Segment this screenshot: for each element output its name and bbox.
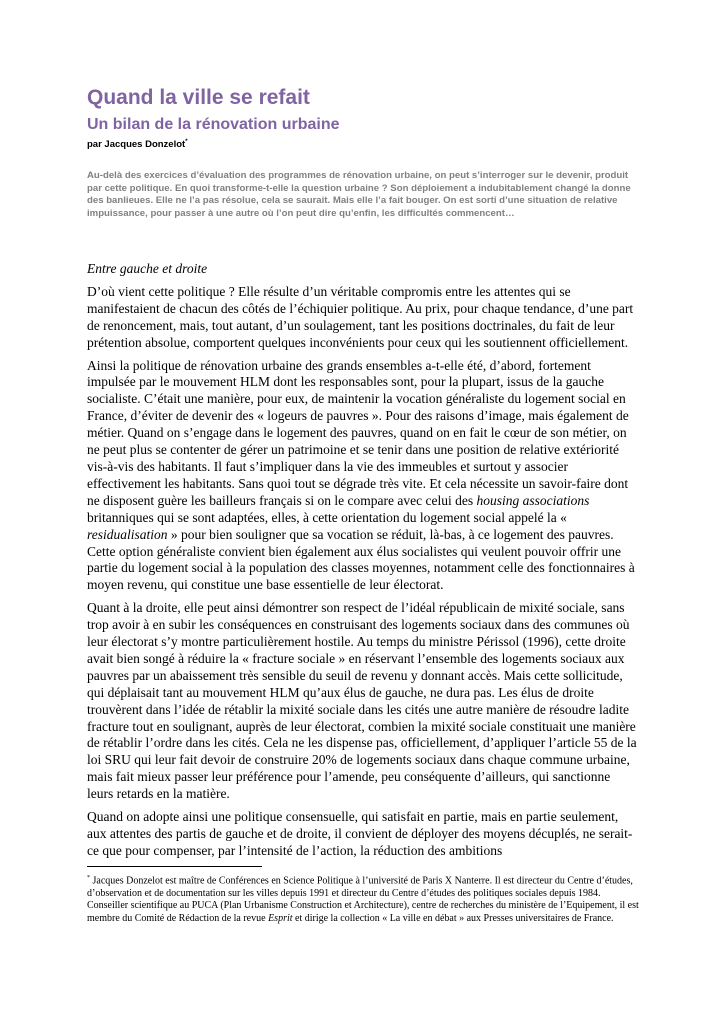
paragraph-2 <box>87 358 639 595</box>
residualisation-term: residualisation <box>87 526 168 542</box>
footnote-text-a: Jacques Donzelot est maître de Conférences en Science Politique à l’université de Paris X Nanterre. Il est directeur du Centre d’études, d’observation et de documentation sur les villes depuis 1991 et directeur du Centre d’études des politiques sociales depuis 1984. Conseiller scientifique au PUCA (Plan Urbanisme Construction et Architecture), centre de recherches du ministère de l’Equipement, il est membre du Comité de Rédaction de la revue <box>87 875 639 924</box>
author-line <box>87 139 188 150</box>
paragraph-3: Quant à la droite, elle peut ainsi démontrer son respect de l’idéal républicain de mixité sociale, sans trop avoir à en subir les conséquences en construisant des logements sociaux dans des communes où leur électorat s’y montre particulièrement hostile. Au temps du ministre Périssol (1996), cette droite avait bien songé à réduire la « fracture sociale » en réservant l’ensemble des logements sociaux aux pauvres par un abaissement très sensible du seuil de revenu y donnant accès. Mais cette sollicitude, qui déplaisait tant au mouvement HLM qu’aux élus de gauche, ne dura pas. Les élus de droite trouvèrent dans l’idée de rétablir la mixité sociale dans les cités une autre manière de résoudre ladite fracture tout en soulignant, auprès de leur électorat, combien la mixité sociale constituait une manière de rétablir l’ordre dans les cités. Cela ne les dispense pas, officiellement, d’appliquer l’article 55 de la loi SRU qui leur fait devoir de construire 20% de logements sociaux dans chaque commune urbaine, mais fait mieux passer leur préférence pour l’amende, peu conséquente d’ailleurs, qui sanctionne leurs retards en la matière. <box>87 600 637 802</box>
paragraph-2-text-b: britanniques qui se sont adaptées, elles, à cette orientation du logement social appelé la « <box>87 509 567 525</box>
paragraph-2-text-c: » pour bien souligner que sa vocation se réduit, là-bas, à ce logement des pauvres. Cette option généraliste convient bien également aux élus socialistes qui veulent pouvoir offrir une partie du logement social à la population des classes moyennes, notamment celle des fonctionnaires à moyen revenu, qui constitue une base essentielle de leur électorat. <box>87 526 635 593</box>
footnote <box>87 872 639 925</box>
footnote-separator <box>87 866 262 867</box>
housing-associations-term: housing associations <box>476 492 590 508</box>
abstract: Au-delà des exercices d’évaluation des programmes de rénovation urbaine, on peut s’interroger sur le devenir, produit par cette politique. En quoi transforme-t-elle la question urbaine ? Son déploiement a indubitablement changé la donne des banlieues. Elle ne l’a pas résolue, cela se saurait. Mais elle l’a fait bouger. On est sorti d’une situation de relative impuissance, pour passer à une autre où l’on peut dire qu’enfin, les difficultés commencent… <box>87 170 631 219</box>
paragraph-2-text-a: Ainsi la politique de rénovation urbaine des grands ensembles a-t-elle été, d’abord, fortement impulsée par le mouvement HLM dont les responsables sont, pour la plupart, issus de la gauche socialiste. C’était une manière, pour eux, de maintenir la vocation généraliste du logement social en France, d’éviter de devenir des « logeurs de pauvres ». Pour des raisons d’image, mais également de métier. Quand on s’engage dans le logement des pauvres, quand on en fait le cœur de son métier, on ne peut plus se contenter de gérer un patrimoine et se tenir dans une position de relative extériorité vis-à-vis des habitants. Il faut s’impliquer dans la vie des immeubles et surtout y associer effectivement les habitants. Sans quoi tout se dégrade très vite. Et cela nécessite un savoir-faire dont ne disposent guère les bailleurs français si on le compare avec celui des <box>87 357 629 508</box>
article-subtitle: Un bilan de la rénovation urbaine <box>87 116 340 133</box>
footnote-mark: * <box>87 875 90 881</box>
author-footnote-mark[interactable]: * <box>185 139 188 145</box>
article-body <box>87 261 639 866</box>
section-heading: Entre gauche et droite <box>87 261 208 276</box>
footnote-text-b: et dirige la collection « La ville en débat » aux Presses universitaires de France. <box>292 912 614 924</box>
paragraph-1: D’où vient cette politique ? Elle résulte d’un véritable compromis entre les attentes qui se manifestaient de chacun des côtés de l’échiquier politique. Au prix, pour chaque tendance, d’une part de renoncement, mais, tout autant, d’un soulagement, tant les positions doctrinales, du fait de leur prétention absolue, comportent quelques inconvénients pour ceux qui les soutiennent officiellement. <box>87 283 634 350</box>
esprit-title: Esprit <box>268 912 293 924</box>
article-title: Quand la ville se refait <box>87 86 310 109</box>
author-name: par Jacques Donzelot <box>87 139 186 151</box>
paragraph-4: Quand on adopte ainsi une politique consensuelle, qui satisfait en partie, mais en partie seulement, aux attentes des partis de gauche et de droite, il convient de déployer des moyens décuplés, ne serait-ce que pour compenser, par l’intensité de l’action, la réduction des ambitions <box>87 809 633 858</box>
